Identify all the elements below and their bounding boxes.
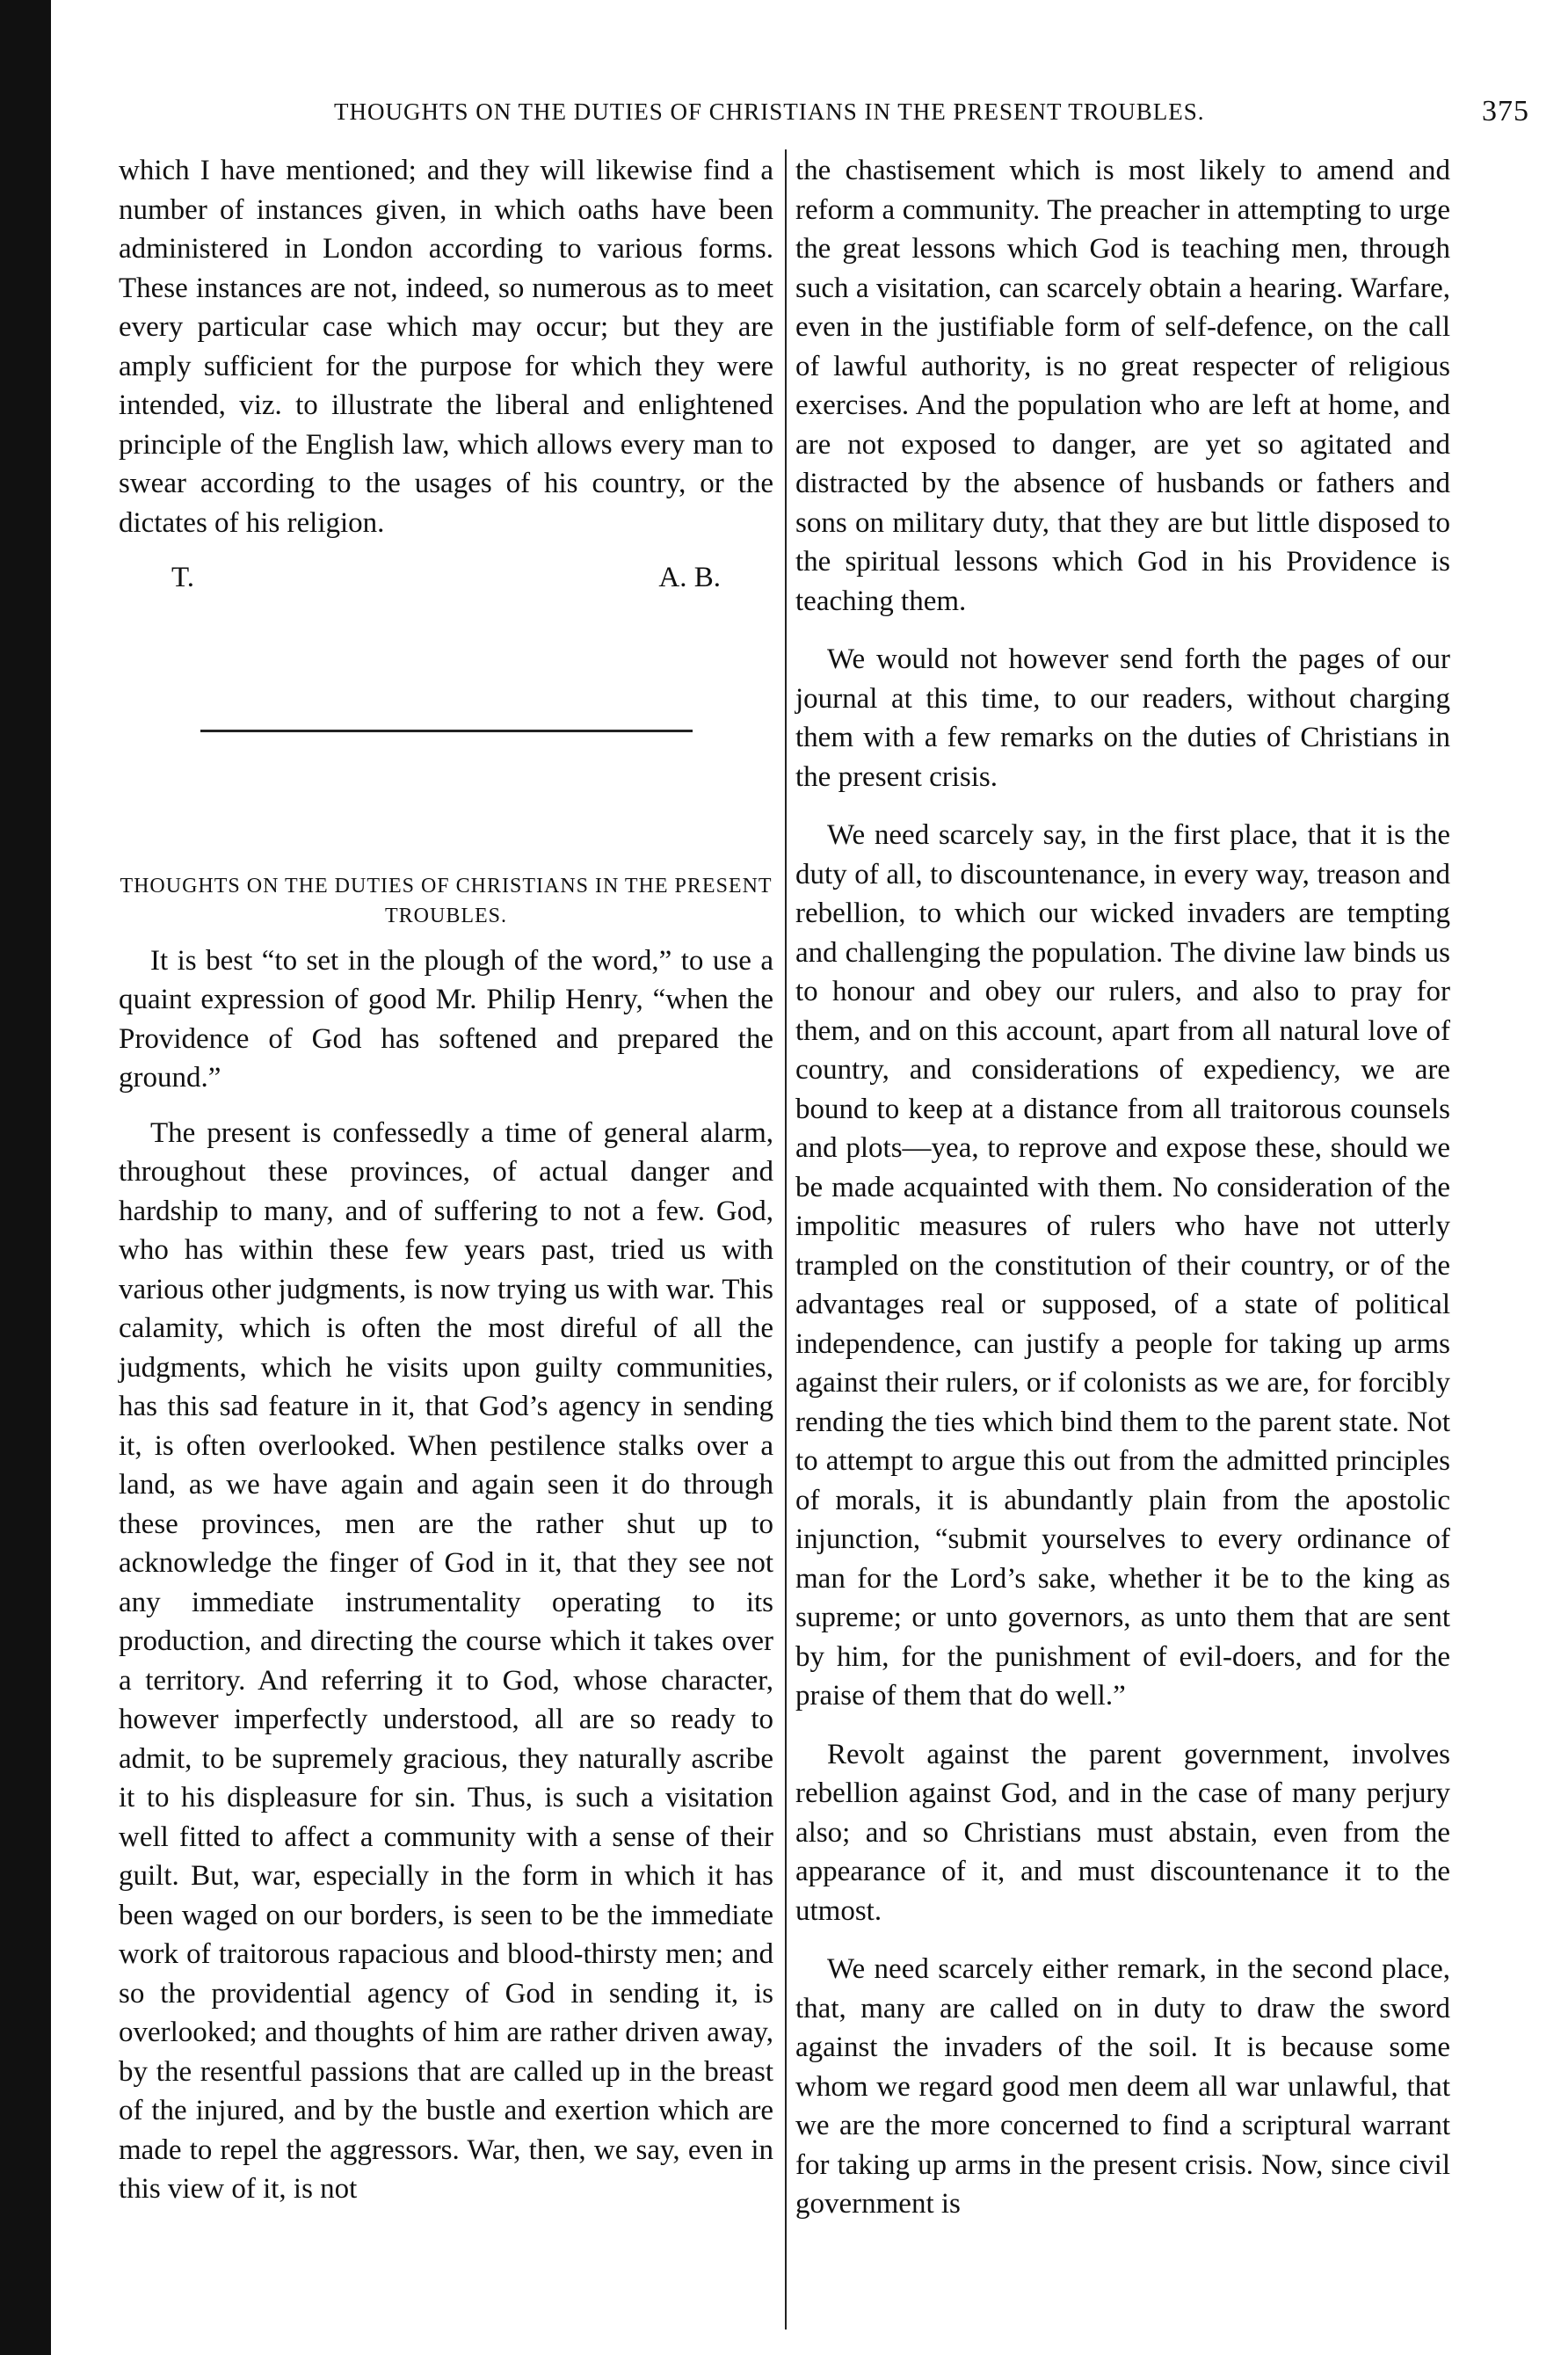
signature-right: A. B. bbox=[658, 562, 721, 593]
paragraph: We would not however send forth the pages of our journal at this time, to our readers, without charging them with a few remarks on the duties of Christians in the present crisis. bbox=[795, 643, 1450, 793]
column-divider bbox=[785, 149, 787, 2330]
page-header bbox=[176, 95, 1529, 130]
section-rule bbox=[200, 730, 693, 732]
paragraph: We need scarcely say, in the first place, that it is the duty of all, to discountenance, in every way, treason and rebellion, to which our wicked invaders are tempting and challenging the population. The divine law binds us to honour and obey our rulers, and also to pray for them, and on this account, apart from all natural love of country, and considerations of expediency, we are bound to keep at a distance from all traitorous counsels and plots—yea, to reprove and expose these, should we be made acquainted with them. No consideration of the impolitic measures of rulers who have not utterly trampled on the constitution of their country, or of the advantages real or supposed, of a state of political independence, can justify a people for taking up arms against their rulers, or if colonists as we are, for forcibly rending the ties which bind them to the parent state. Not to attempt to argue this out from the admitted principles of morals, it is abundantly plain from the apostolic injunction, “submit yourselves to every ordinance of man for the Lord’s sake, whether it be to the king as supreme; or unto governors, as unto them that are sent by him, for the punishment of evil-doers, and for the praise of them that do well.” bbox=[795, 819, 1450, 1712]
page-binding-edge bbox=[0, 0, 51, 2355]
signature-left: T. bbox=[171, 562, 194, 593]
paragraph: We need scarcely either remark, in the second place, that, many are called on in duty to draw the sword against the invaders of the soil. It is because some whom we regard good men deem all war unlawful, that we are the more concerned to find a scriptural warrant for taking up arms in the present crisis. Now, since civil government is bbox=[795, 1953, 1450, 2220]
paragraph: The present is confessedly a time of general alarm, throughout these provinces, of actual danger and hardship to many, and of suffering to not a few. God, who has within these few years past, tried us with various other judgments, is now trying us with war. This calamity, which is often the most direful of all the judgments, which he visits upon guilty communities, has this sad feature in it, that God’s agency in sending it, is often overlooked. When pestilence stalks over a land, as we have again and again seen it do through these provinces, men are the rather shut up to acknowledge the finger of God in it, that they see not any immediate instrumentality operating to its production, and directing the course which it takes over a territory. And referring it to God, whose character, however imperfectly understood, all are so ready to admit, to be supremely gracious, they naturally ascribe it to his displeasure for sin. Thus, is such a visitation well fitted to affect a community with a sense of their guilt. But, war, especially in the form in which it has been waged on our borders, is seen to be the immediate work of traitorous rapacious and blood-thirsty men; and so the providential agency of God in sending it, is overlooked; and thoughts of him are rather driven away, by the resentful passions that are called up in the breast of the injured, and by the bustle and exertion which are made to repel the aggressors. War, then, we say, even in this view of it, is not bbox=[119, 1116, 773, 2205]
page-number: 375 bbox=[1482, 95, 1529, 127]
signature-line bbox=[119, 558, 773, 598]
article-title: THOUGHTS ON THE DUTIES OF CHRISTIANS IN THE PRESENT TROUBLES. bbox=[120, 874, 773, 927]
paragraph: the chastisement which is most likely to amend and reform a community. The preacher in attempting to urge the great lessons which God is teaching men, through such a visitation, can scarcely obtain a hearing. Warfare, even in the justifiable form of self-defence, on the call of lawful authority, is no great respecter of religious exercises. And the population who are left at home, and are not exposed to danger, are yet so agitated and distracted by the absence of husbands or fathers and sons on military duty, that they are but little disposed to the spiritual lessons which God in his Providence is teaching them. bbox=[795, 155, 1450, 617]
paragraph: Revolt against the parent government, involves rebellion against God, and in the case of many perjury also; and so Christians must abstain, even from the appearance of it, and must discountenance it to the utmost. bbox=[795, 1738, 1450, 1927]
paragraph: It is best “to set in the plough of the word,” to use a quaint expression of good Mr. Philip Henry, “when the Providence of God has softened and prepared the ground.” bbox=[119, 944, 773, 1094]
running-title: THOUGHTS ON THE DUTIES OF CHRISTIANS IN THE PRESENT TROUBLES. bbox=[334, 98, 1205, 125]
continued-paragraph: which I have mentioned; and they will likewise find a number of instances given, in which oaths have been administered in London according to various forms. These instances are not, indeed, so numerous as to meet every particular case which may occur; but they are amply sufficient for the purpose for which they were intended, viz. to illustrate the liberal and enlightened principle of the English law, which allows every man to swear according to the usages of his country, or the dictates of his religion. bbox=[119, 155, 773, 539]
right-column bbox=[795, 151, 1450, 2243]
left-column bbox=[119, 151, 773, 2225]
